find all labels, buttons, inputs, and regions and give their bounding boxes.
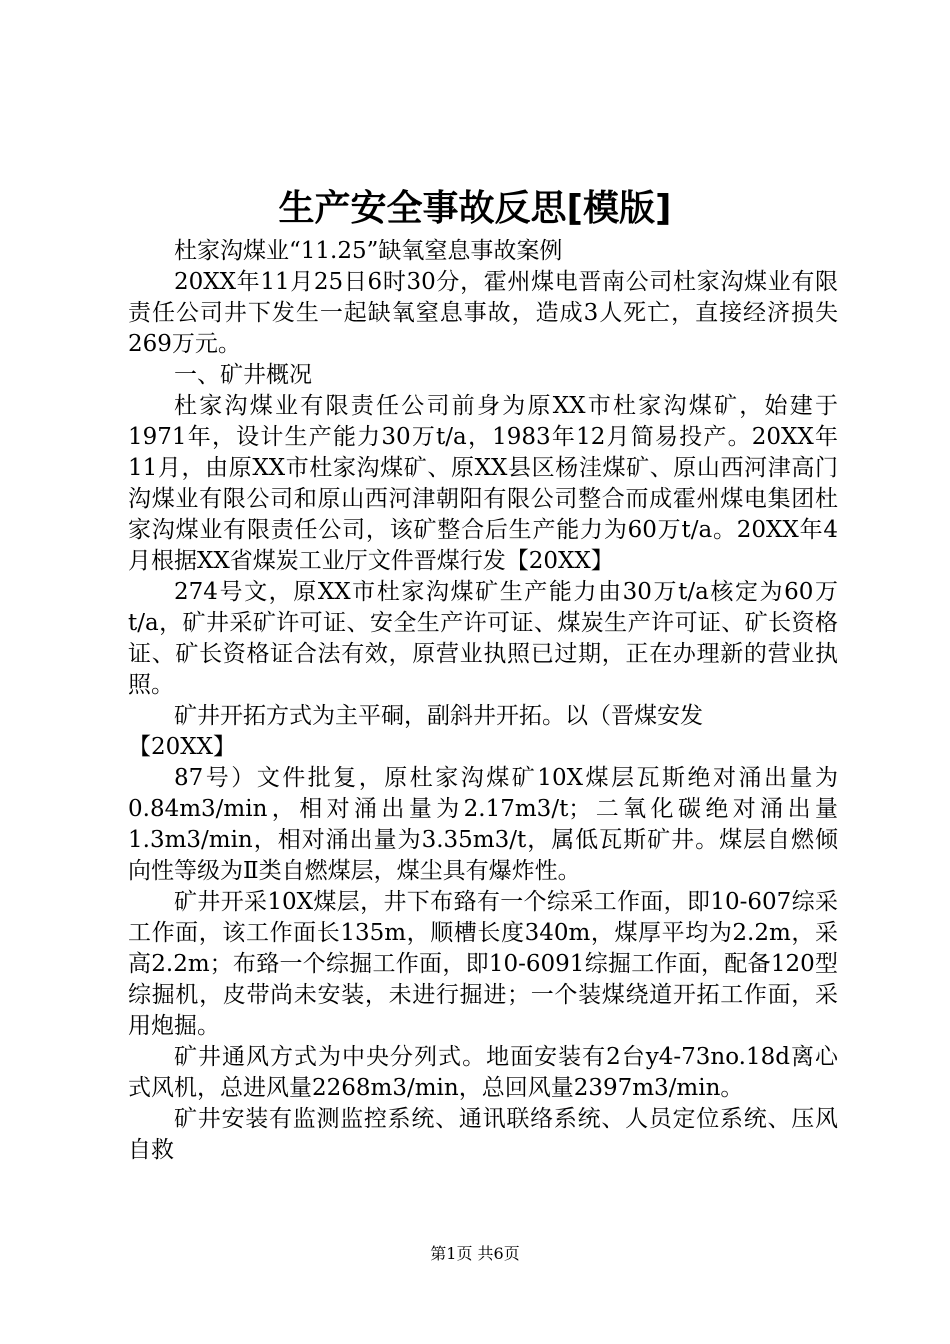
paragraph-development-method: 矿井开拓方式为主平硐，副斜井开拓。以（晋煤安发: [174, 703, 703, 729]
section-heading-mine-overview: 一、矿井概况: [174, 362, 312, 388]
document-body: [128, 236, 838, 1166]
paragraph-gas-emission: 87号）文件批复，原杜家沟煤矿10X煤层瓦斯绝对涌出量为0.84m3/min，相对涌出量为2.17m3/t；二氧化碳绝对涌出量1.3m3/min，相对涌出量为3.35m3/t，属低瓦斯矿井。煤层自燃倾向性等级为Ⅱ类自燃煤层，煤尘具有爆炸性。: [128, 765, 838, 884]
paragraph-document-ref: 【20XX】: [128, 734, 237, 760]
paragraph-ventilation: 矿井通风方式为中央分列式。地面安装有2台y4-73no.18d离心式风机，总进风量2268m3/min，总回风量2397m3/min。: [128, 1044, 838, 1101]
paragraph-accident-summary: 20XX年11月25日6时30分，霍州煤电晋南公司杜家沟煤业有限责任公司井下发生一起缺氧窒息事故，造成3人死亡，直接经济损失269万元。: [128, 269, 838, 357]
paragraph-company-history: 杜家沟煤业有限责任公司前身为原XX市杜家沟煤矿，始建于1971年，设计生产能力30万t/a，1983年12月简易投产。20XX年11月，由原XX市杜家沟煤矿、原XX县区杨洼煤矿、原山西河津高门沟煤业有限公司和原山西河津朝阳有限公司整合而成霍州煤电集团杜家沟煤业有限责任公司，该矿整合后生产能力为60万t/a。20XX年4月根据XX省煤炭工业厅文件晋煤行发【20XX】: [128, 393, 838, 574]
paragraph-capacity-licenses: 274号文，原XX市杜家沟煤矿生产能力由30万t/a核定为60万t/a，矿井采矿许可证、安全生产许可证、煤炭生产许可证、矿长资格证、矿长资格证合法有效，原营业执照已过期，正在办理新的营业执照。: [128, 579, 838, 698]
paragraph-working-faces: 矿井开采10X煤层，井下布臵有一个综采工作面，即10-607综采工作面，该工作面长135m，顺槽长度340m，煤厚平均为2.2m，采高2.2m；布臵一个综掘工作面，即10-6091综掘工作面，配备120型综掘机，皮带尚未安装，未进行掘进；一个装煤绕道开拓工作面，采用炮掘。: [128, 889, 838, 1039]
document-title: 生产安全事故反思[模版]: [278, 188, 672, 229]
paragraph-safety-systems: 矿井安装有监测监控系统、通讯联络系统、人员定位系统、压风自救: [128, 1106, 838, 1163]
page-number-footer: 第1页 共6页: [430, 1244, 520, 1263]
case-subtitle: 杜家沟煤业“11.25”缺氧窒息事故案例: [174, 238, 563, 264]
